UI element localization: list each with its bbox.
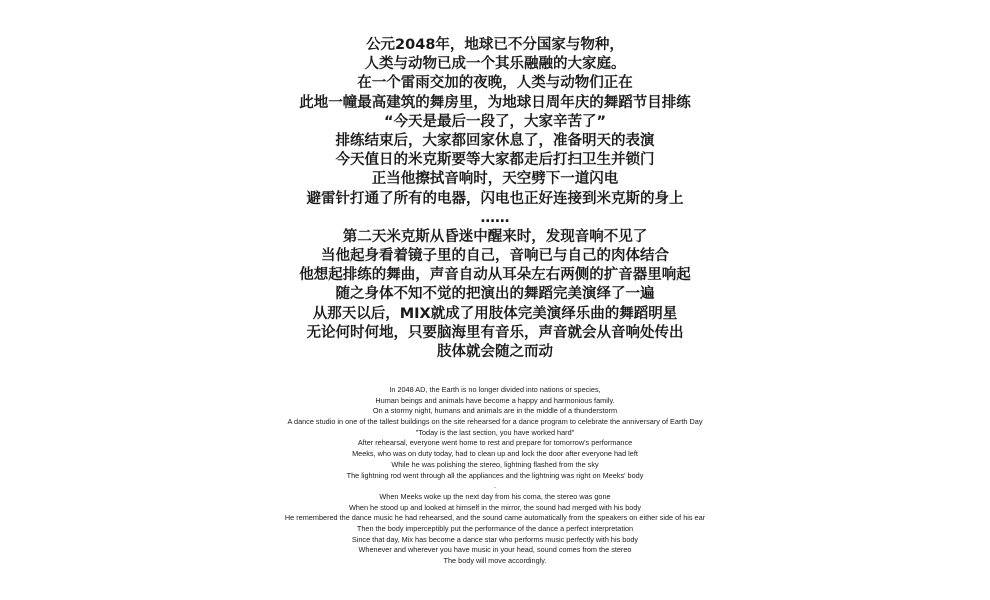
chinese-story-line: 今天值日的米克斯要等大家都走后打扫卫生并锁门 bbox=[335, 152, 655, 169]
english-story-line: When he stood up and looked at himself in the mirror, the sound had merged with his body bbox=[348, 502, 642, 512]
chinese-story-line: 从那天以后，MIX就成了用肢体完美演绎乐曲的舞蹈明星 bbox=[312, 305, 678, 322]
chinese-story-line: …… bbox=[480, 209, 510, 226]
chinese-story-line: 肢体就会随之而动 bbox=[437, 344, 553, 360]
english-story-line: Meeks, who was on duty today, had to clean up and lock the door after everyone had left bbox=[352, 449, 638, 459]
chinese-story-line: 正当他擦拭音响时，天空劈下一道闪电 bbox=[371, 171, 619, 188]
english-story-line: On a stormy night, humans and animals are in the middle of a thunderstorm bbox=[372, 406, 618, 416]
english-story-line: After rehearsal, everyone went home to rest and prepare for tomorrow's performance bbox=[357, 438, 633, 448]
chinese-story-line: “今天是最后一段了，大家辛苦了” bbox=[383, 113, 607, 130]
chinese-story bbox=[0, 36, 990, 362]
english-story-line: The body will move accordingly. bbox=[443, 556, 547, 565]
english-story-line: He remembered the dance music he had rehearsed, and the sound came automatically from the speakers on either side of his ear bbox=[284, 513, 706, 523]
chinese-story-line: 公元2048年，地球已不分国家与物种， bbox=[366, 37, 624, 53]
english-story-line: In 2048 AD, the Earth is no longer divided into nations or species, bbox=[389, 385, 601, 394]
chinese-story-line: 避雷针打通了所有的电器，闪电也正好连接到米克斯的身上 bbox=[306, 190, 684, 207]
english-story bbox=[0, 385, 990, 567]
english-story-line: When Meeks woke up the next day from his coma, the stereo was gone bbox=[379, 491, 611, 501]
chinese-story-line: 在一个雷雨交加的夜晚，人类与动物们正在 bbox=[357, 75, 633, 92]
english-story-line: . bbox=[493, 481, 497, 491]
chinese-story-line: 随之身体不知不觉的把演出的舞蹈完美演绎了一遍 bbox=[335, 286, 655, 303]
english-story-line: Then the body imperceptibly put the performance of the dance a perfect interpretation bbox=[356, 523, 634, 533]
chinese-story-line: 无论何时何地，只要脑海里有音乐，声音就会从音响处传出 bbox=[306, 324, 684, 341]
chinese-story-line: 当他起身看着镜子里的自己，音响已与自己的肉体结合 bbox=[321, 248, 669, 265]
english-story-line: "Today is the last section, you have worked hard" bbox=[415, 427, 575, 437]
english-story-line: A dance studio in one of the tallest buildings on the site rehearsed for a dance program to celebrate the anniversary of Earth Day bbox=[287, 417, 703, 427]
english-story-line: Whenever and wherever you have music in your head, sound comes from the stereo bbox=[358, 545, 632, 555]
english-story-line: The lightning rod went through all the appliances and the lightning was right on Meeks' body bbox=[346, 470, 644, 480]
chinese-story-line: 人类与动物已成一个其乐融融的大家庭。 bbox=[364, 56, 626, 73]
chinese-story-line: 第二天米克斯从昏迷中醒来时，发现音响不见了 bbox=[342, 228, 648, 245]
chinese-story-line: 他想起排练的舞曲，声音自动从耳朵左右两侧的扩音器里响起 bbox=[299, 267, 691, 284]
english-story-line: While he was polishing the stereo, lightning flashed from the sky bbox=[391, 459, 599, 469]
chinese-story-line: 排练结束后，大家都回家休息了，准备明天的表演 bbox=[335, 132, 655, 149]
english-story-line: Since that day, Mix has become a dance star who performs music perfectly with his body bbox=[351, 534, 639, 544]
english-story-line: Human beings and animals have become a happy and harmonious family. bbox=[375, 395, 615, 405]
chinese-story-line: 此地一幢最高建筑的舞房里，为地球日周年庆的舞蹈节目排练 bbox=[299, 94, 691, 111]
